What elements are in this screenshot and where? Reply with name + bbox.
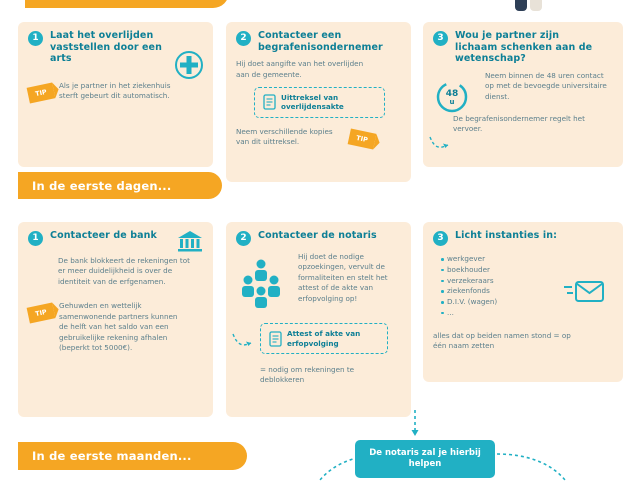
card-step-1-row-2 [18,222,213,417]
attachment-chip-erfopvolging[interactable] [260,323,388,354]
card-title: Contacteer een begrafenisondernemer [258,30,383,53]
svg-text:48: 48 [445,89,459,99]
card-title: Contacteer de notaris [258,230,377,241]
step-number: 1 [28,231,43,246]
tip-text: Neem verschillende kopies van dit uittreksel. [236,126,333,147]
card-step-2-row-2 [226,222,411,417]
step-number: 1 [28,31,43,46]
card-note: = nodig om rekeningen te deblokkeren [260,364,355,385]
step-number: 2 [236,231,251,246]
card-note: alles dat op beiden namen stond = op één naam zetten [433,330,571,351]
card-header [236,230,401,246]
card-note: De begrafenisondernemer regelt het vervoer. [453,114,585,134]
list-item: ... [441,308,613,319]
card-body: Hij doet aangifte van het overlijden aan de gemeente. [236,59,364,79]
card-title: Wou je partner zijn lichaam schenken aan de wetenschap? [455,30,593,65]
callout-label: De notaris zal je hierbij helpen [369,447,481,469]
step-number: 2 [236,31,251,46]
list-item: verzekeraars [441,276,613,287]
mail-envelope-icon [563,274,609,308]
document-icon [269,331,282,347]
tip-flag: TIP [348,128,377,149]
callout-notaris-helpt [355,440,495,478]
clock-48h-icon [435,80,469,114]
chip-label: Uittreksel van overlijdensakte [281,93,344,112]
card-body: Hij doet de nodige opzoekingen, vervult de formaliteiten en stelt het attest of de akte van erfopvolging op! [298,252,388,303]
list-item: ziekenfonds [441,286,613,297]
tip-flag: TIP [27,303,56,324]
card-header [28,230,203,246]
dashed-arrow-icon [232,332,254,350]
card-step-2-row-1 [226,22,411,182]
banner-eerste-dagen: In de eerste dagen... [18,172,222,199]
card-step-1-row-1 [18,22,213,167]
step-number: 3 [433,231,448,246]
banner-top-partial [25,0,229,8]
list-item: D.I.V. (wagen) [441,297,613,308]
attachment-chip-overlijdensakte[interactable] [254,87,385,118]
banner-eerste-maanden: In de eerste maanden... [18,442,247,470]
step-number: 3 [433,31,448,46]
hospital-cross-icon [174,50,204,80]
card-header [433,30,613,65]
tip-text: Als je partner in het ziekenhuis sterft gebeurt dit automatisch. [59,80,171,101]
dashed-arrow-icon [429,134,451,152]
card-step-3-row-2 [423,222,623,382]
card-body: De bank blokkeert de rekeningen tot er meer duidelijkheid is over de identiteit van de erfgenamen. [58,256,190,286]
tip-text: Gehuwden en wettelijk samenwonende partners kunnen de helft van het saldo van een gebruikelijke rekening afhalen (beperkt tot 5000€). [59,301,178,353]
card-header [433,230,613,246]
card-title: Licht instanties in: [455,230,557,241]
card-title: Contacteer de bank [50,230,157,241]
connector-curve-right [495,448,585,488]
couple-icon [505,0,551,22]
document-icon [263,94,276,110]
tip-flag: TIP [27,82,56,103]
list-item: werkgever [441,254,613,265]
tip-block [28,81,203,102]
list-item: boekhouder [441,265,613,276]
card-body: Neem binnen de 48 uren contact op met de bevoegde universitaire dienst. [485,70,607,101]
tip-block [28,301,203,353]
chip-label: Attest of akte van erfopvolging [287,329,361,348]
notary-people-icon [240,258,282,310]
card-step-3-row-1 [423,22,623,167]
bank-icon [177,230,203,252]
card-header [236,30,401,53]
tip-block [236,127,401,148]
svg-text:u: u [449,98,455,106]
card-title: Laat het overlijden vaststellen door een arts [50,30,162,65]
